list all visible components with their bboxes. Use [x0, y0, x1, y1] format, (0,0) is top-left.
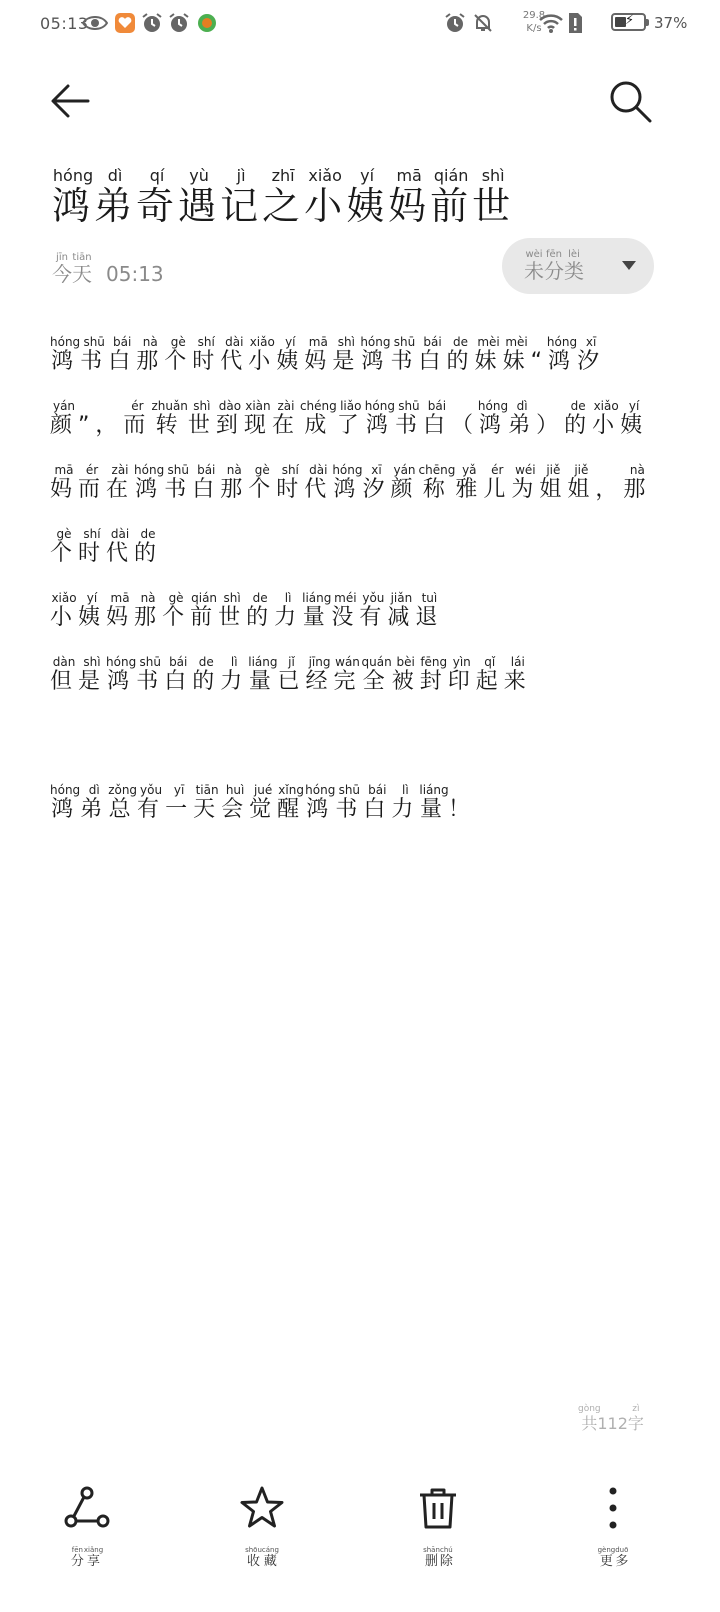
ruby-char: 白bái — [418, 335, 447, 374]
ruby-char: 前qián — [430, 166, 473, 228]
ruby-char: 经jīng — [305, 655, 334, 694]
favorite-button[interactable] — [207, 1460, 317, 1569]
more-button[interactable] — [558, 1460, 668, 1569]
alarm-icon — [168, 12, 190, 34]
search-button[interactable] — [604, 75, 656, 127]
ruby-char: 成chéng — [299, 399, 337, 438]
ruby-char: 代dài — [304, 463, 333, 502]
share-label — [32, 1546, 142, 1569]
ruby-char: 而ér — [78, 463, 107, 502]
ruby-char: 称chēng — [418, 463, 456, 502]
ruby-char: 更gèng — [597, 1546, 616, 1569]
ruby-char: 记jì — [220, 166, 263, 228]
ruby-char: 书shū — [80, 335, 109, 374]
ruby-char: 鸿hóng — [305, 783, 336, 822]
ruby-char: 雅yǎ — [455, 463, 484, 502]
ruby-char: 姨yí — [620, 399, 649, 438]
punctuation: （ — [450, 413, 479, 438]
status-time: 05:13 — [40, 14, 89, 33]
ruby-char: 退tuì — [415, 591, 444, 630]
ruby-char: 删shān — [423, 1546, 440, 1569]
ruby-char: 书shū — [335, 783, 364, 822]
ruby-char: 那nà — [134, 591, 163, 630]
ruby-char: 妹mèi — [502, 335, 531, 374]
ruby-char: 鸿hóng — [546, 335, 578, 374]
ruby-char: 没méi — [331, 591, 360, 630]
ruby-char: 印yìn — [447, 655, 476, 694]
ruby-char: 妈mā — [106, 591, 135, 630]
ruby-char: 量liáng — [302, 591, 332, 630]
ruby-char: 鸿hóng — [52, 166, 95, 228]
ruby-char: 鸿hóng — [50, 783, 81, 822]
app-badge-icon — [114, 12, 136, 34]
ruby-char: 奇qí — [136, 166, 179, 228]
ruby-char: 个gè — [50, 527, 79, 566]
ruby-char: 姨yí — [276, 335, 305, 374]
battery-percent: 37% — [654, 14, 688, 32]
ruby-char: 有yǒu — [359, 591, 388, 630]
ruby-char: 鸿hóng — [364, 399, 395, 438]
ruby-char: 现xiàn — [243, 399, 272, 438]
paragraph — [50, 586, 670, 650]
arrow-left-icon — [48, 79, 92, 123]
ruby-char: 弟dì — [80, 783, 109, 822]
ruby-char: 被bèi — [391, 655, 420, 694]
ruby-char: 儿ér — [483, 463, 512, 502]
ruby-char: 收shōu — [245, 1546, 262, 1569]
more-vertical-icon — [590, 1485, 636, 1531]
ruby-char: 妈mā — [50, 463, 79, 502]
share-icon — [64, 1485, 110, 1531]
mute-bell-icon — [472, 12, 494, 34]
ruby-char: 鸿hóng — [477, 399, 509, 438]
ruby-char: 代dài — [220, 335, 249, 374]
ruby-char: 小xiǎo — [304, 166, 347, 228]
ruby-char: 世shì — [218, 591, 247, 630]
network-speed: 29.8 K/s — [522, 10, 546, 34]
note-body[interactable] — [50, 330, 670, 842]
app-notification-icon — [196, 12, 218, 34]
ruby-char: 之zhī — [262, 166, 305, 228]
ruby-char: 今jīn — [52, 252, 72, 286]
category-dropdown[interactable] — [502, 238, 654, 294]
ruby-char: 的de — [192, 655, 221, 694]
ruby-char: 书shū — [164, 463, 193, 502]
ruby-char: 的de — [134, 527, 163, 566]
wifi-icon — [538, 12, 564, 34]
punctuation: 112 — [597, 1414, 628, 1433]
ruby-char: 前qián — [190, 591, 219, 630]
ruby-char: 鸿hóng — [106, 655, 137, 694]
ruby-char: 醒xǐng — [277, 783, 306, 822]
ruby-char: 已jǐ — [277, 655, 306, 694]
ruby-char: 了liǎo — [336, 399, 365, 438]
punctuation: ） — [536, 413, 565, 438]
ruby-char: 小xiǎo — [592, 399, 621, 438]
word-count — [578, 1404, 644, 1434]
ruby-char: 力lì — [220, 655, 249, 694]
ruby-char: 的de — [564, 399, 593, 438]
ruby-char: 那nà — [623, 463, 652, 502]
star-icon — [239, 1485, 285, 1531]
paragraph — [50, 650, 670, 714]
ruby-char: 来lái — [503, 655, 532, 694]
punctuation: ”， — [78, 413, 124, 438]
ruby-char: 姐jiě — [539, 463, 568, 502]
ruby-char: 白bái — [164, 655, 193, 694]
ruby-char: 是shì — [332, 335, 361, 374]
ruby-char: 转zhuǎn — [151, 399, 188, 438]
ruby-char: 个gè — [164, 335, 193, 374]
ruby-char: 时shí — [192, 335, 221, 374]
ruby-char: 类lèi — [564, 248, 584, 283]
delete-button[interactable] — [383, 1460, 493, 1569]
search-icon — [607, 78, 653, 124]
ruby-char: 汐xī — [362, 463, 391, 502]
ruby-char: 世shì — [472, 166, 515, 228]
ruby-char: 共gòng — [578, 1404, 601, 1433]
delete-label — [383, 1546, 493, 1569]
ruby-char: 减jiǎn — [387, 591, 416, 630]
category-label — [524, 249, 584, 284]
ruby-char: 觉jué — [249, 783, 278, 822]
ruby-char: 那nà — [136, 335, 165, 374]
more-label — [558, 1546, 668, 1569]
paragraph — [50, 330, 670, 586]
ruby-char: 汐xī — [577, 335, 606, 374]
ruby-char: 在zài — [271, 399, 300, 438]
caret-down-icon — [622, 261, 636, 270]
ruby-char: 时shí — [276, 463, 305, 502]
ruby-char: 的de — [246, 591, 275, 630]
ruby-char: 弟dì — [508, 399, 537, 438]
ruby-char: 天tiān — [72, 252, 92, 286]
eye-icon — [82, 12, 108, 34]
punctuation: ！ — [447, 797, 476, 822]
ruby-char: 量liáng — [248, 655, 278, 694]
note-time: 05:13 — [106, 262, 164, 286]
ruby-char: 世shì — [187, 399, 216, 438]
ruby-char: 藏cáng — [261, 1546, 279, 1569]
paragraph — [50, 778, 670, 842]
ruby-char: 量liáng — [419, 783, 449, 822]
ruby-char: 在zài — [106, 463, 135, 502]
ruby-char: 享xiǎng — [83, 1546, 104, 1569]
battery-icon: ⚡ — [611, 13, 646, 31]
ruby-char: 鸿hóng — [360, 335, 391, 374]
alarm-icon — [141, 12, 163, 34]
ruby-char: 多duō — [615, 1546, 629, 1569]
ruby-char: 妈mā — [304, 335, 333, 374]
ruby-char: 分fēn — [70, 1546, 84, 1569]
ruby-char: 而ér — [123, 399, 152, 438]
ruby-char: 但dàn — [50, 655, 79, 694]
note-date — [52, 252, 164, 287]
ruby-char: 个gè — [162, 591, 191, 630]
ruby-char: 颜yán — [50, 399, 79, 438]
ruby-char: 一yī — [165, 783, 194, 822]
favorite-label — [207, 1546, 317, 1569]
ruby-char: 总zǒng — [108, 783, 138, 822]
ruby-char: 遇yù — [178, 166, 221, 228]
ruby-char: 为wéi — [511, 463, 540, 502]
bottom-toolbar — [0, 1460, 720, 1612]
ruby-char: 姐jiě — [567, 463, 596, 502]
ruby-char: 未wèi — [524, 248, 544, 283]
ruby-char: 除chú — [439, 1546, 453, 1569]
alarm-icon — [444, 12, 466, 34]
ruby-char: 有yǒu — [137, 783, 166, 822]
ruby-char: 鸿hóng — [50, 335, 81, 374]
ruby-char: 全quán — [361, 655, 392, 694]
ruby-char: 妹mèi — [474, 335, 503, 374]
ruby-char: 的de — [446, 335, 475, 374]
ruby-char: 白bái — [192, 463, 221, 502]
ruby-char: 会huì — [221, 783, 250, 822]
ruby-char: 鸿hóng — [134, 463, 165, 502]
ruby-char: 白bái — [363, 783, 392, 822]
ruby-char: 时shí — [78, 527, 107, 566]
status-bar — [0, 0, 720, 46]
ruby-char: 书shū — [136, 655, 165, 694]
ruby-char: 力lì — [391, 783, 420, 822]
ruby-char: 代dài — [106, 527, 135, 566]
sim-alert-icon — [566, 12, 584, 34]
ruby-char: 弟dì — [94, 166, 137, 228]
ruby-char: 妈mā — [388, 166, 431, 228]
ruby-char: 姨yí — [78, 591, 107, 630]
ruby-char: 鸿hóng — [332, 463, 363, 502]
ruby-char: 小xiǎo — [50, 591, 79, 630]
ruby-char: 天tiān — [193, 783, 222, 822]
punctuation: ， — [595, 477, 624, 502]
trash-icon — [415, 1485, 461, 1531]
date-label — [52, 252, 92, 286]
ruby-char: 封fēng — [419, 655, 448, 694]
ruby-char: 字zì — [627, 1404, 644, 1433]
punctuation: “ — [530, 349, 548, 374]
ruby-char: 书shū — [390, 335, 419, 374]
ruby-char: 书shū — [394, 399, 423, 438]
ruby-char: 那nà — [220, 463, 249, 502]
ruby-char: 小xiǎo — [248, 335, 277, 374]
ruby-char: 是shì — [78, 655, 107, 694]
ruby-char: 个gè — [248, 463, 277, 502]
ruby-char: 姨yí — [346, 166, 389, 228]
back-button[interactable] — [44, 75, 96, 127]
note-title — [52, 168, 672, 241]
ruby-char: 完wán — [333, 655, 362, 694]
ruby-char: 起qǐ — [475, 655, 504, 694]
ruby-char: 力lì — [274, 591, 303, 630]
ruby-char: 白bái — [108, 335, 137, 374]
ruby-char: 颜yán — [390, 463, 419, 502]
ruby-char: 白bái — [422, 399, 451, 438]
share-button[interactable] — [32, 1460, 142, 1569]
ruby-char: 到dào — [215, 399, 244, 438]
ruby-char: 分fēn — [544, 248, 564, 283]
